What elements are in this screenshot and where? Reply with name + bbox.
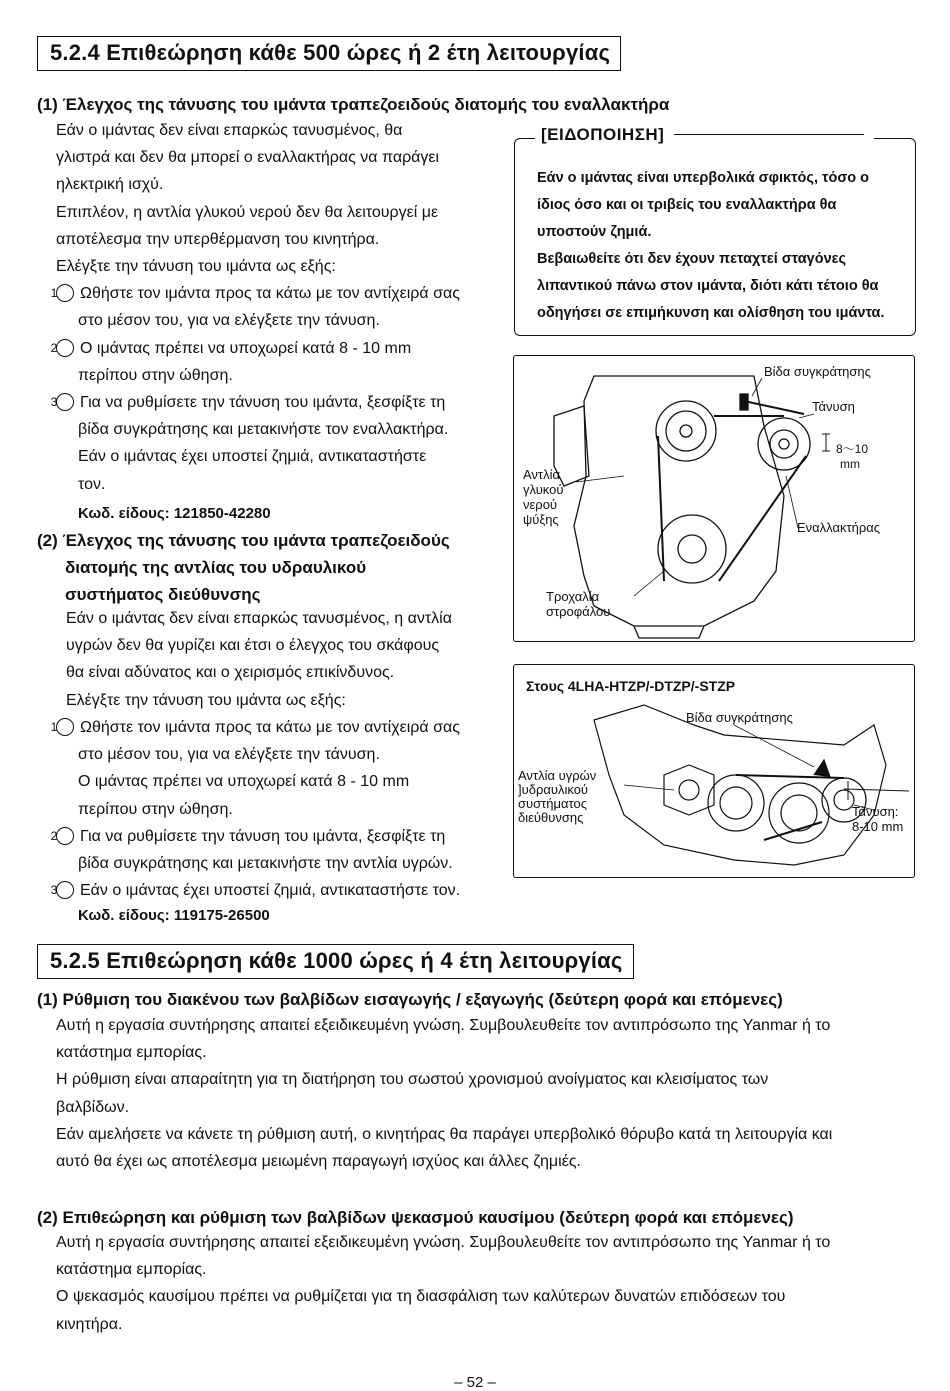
page-number: – 52 – xyxy=(454,1374,496,1391)
step-number-badge: 1 xyxy=(56,284,74,302)
label-pump: ψύξης xyxy=(523,512,559,527)
label-steering-pump: διεύθυνσης xyxy=(518,810,584,825)
notice-line: ίδιος όσο και οι τριβείς του εναλλακτήρα θα xyxy=(537,197,837,213)
body-line: κατάστημα εμπορίας. xyxy=(56,1044,207,1062)
label-alternator: Εναλλακτήρας xyxy=(797,520,881,535)
notice-box xyxy=(514,125,916,336)
subsection-heading-524-1: (1) Έλεγχος της τάνυσης του ιμάντα τραπεζοειδούς διατομής του εναλλακτήρα xyxy=(37,95,670,114)
label-crank-pulley: Τροχαλία xyxy=(546,589,600,604)
label-pump: Αντλία xyxy=(523,467,560,482)
label-tension-value: 8-10 mm xyxy=(852,819,904,834)
label-crank-pulley: στροφάλου xyxy=(546,604,611,619)
notice-line: Βεβαιωθείτε ότι δεν έχουν πεταχτεί σταγόνες xyxy=(537,251,847,267)
label-retaining-bolt: Βίδα συγκράτησης xyxy=(686,710,793,725)
step-line: Ο ιμάντας πρέπει να υποχωρεί κατά 8 - 10 mm xyxy=(78,773,410,791)
step-line: στο μέσον του, για να ελέγξετε την τάνυση. xyxy=(78,312,380,330)
body-line: κινητήρα. xyxy=(56,1315,123,1333)
notice-line: οδηγήσει σε επιμήκυνση και ολίσθηση του ιμάντα. xyxy=(537,305,885,321)
body-line: Ελέγξτε την τάνυση του ιμάντα ως εξής: xyxy=(66,691,346,709)
step-line: τον. xyxy=(78,475,106,493)
body-line: Η ρύθμιση είναι απαραίτητη για τη διατήρηση του σωστού χρονισμού ανοίγματος και κλεισίματος των xyxy=(56,1071,769,1089)
step-number-badge: 3 xyxy=(56,393,74,411)
notice-title-text: [ΕΙΔΟΠΟΙΗΣΗ] xyxy=(541,125,665,144)
label-steering-pump: ]υδραυλικού xyxy=(518,782,589,797)
label-dimension-value: 8～10 xyxy=(836,442,869,456)
label-dimension-unit: mm xyxy=(840,457,860,471)
body-line: κατάστημα εμπορίας. xyxy=(56,1261,207,1279)
step-line: Εάν ο ιμάντας έχει υποστεί ζημιά, αντικαταστήστε τον. xyxy=(80,882,461,900)
body-line: υγρών δεν θα γυρίζει και έτσι ο έλεγχος του σκάφους xyxy=(66,637,440,655)
body-line: Αυτή η εργασία συντήρησης απαιτεί εξειδικευμένη γνώση. Συμβουλευθείτε τον αντιπρόσωπο της Yanmar ή το xyxy=(56,1234,831,1251)
section-title-525: 5.2.5 Επιθεώρηση κάθε 1000 ώρες ή 4 έτη λειτουργίας xyxy=(37,944,634,979)
step-line: Για να ρυθμίσετε την τάνυση του ιμάντα, ξεσφίξτε τη xyxy=(80,394,446,412)
step-number-badge: 2 xyxy=(56,339,74,357)
body-line: Ο ψεκασμός καυσίμου πρέπει να ρυθμίζεται για τη διασφάλιση των καλύτερων δυνατών επιδόσεων του xyxy=(56,1288,786,1306)
label-steering-pump: Αντλία υγρών xyxy=(518,768,597,783)
step-line: βίδα συγκράτησης και μετακινήστε την αντλία υγρών. xyxy=(78,855,453,873)
step-line: Ωθήστε τον ιμάντα προς τα κάτω με τον αντίχειρά σας xyxy=(80,719,460,736)
step-line: βίδα συγκράτησης και μετακινήστε τον εναλλακτήρα. xyxy=(78,421,449,439)
step-line: Για να ρυθμίσετε την τάνυση του ιμάντα, ξεσφίξτε τη xyxy=(80,827,446,845)
step-line: στο μέσον του, για να ελέγξετε την τάνυση. xyxy=(78,746,380,764)
heading-line: συστήματος διεύθυνσης xyxy=(65,585,261,605)
subsection-heading-524-2 xyxy=(37,527,507,609)
steering-pump-belt-figure xyxy=(513,664,915,878)
subsection-body-525-1 xyxy=(56,1012,926,1175)
step-2 xyxy=(50,823,511,877)
step-2 xyxy=(50,335,506,389)
label-pump: νερού xyxy=(523,497,558,512)
body-line: Επιπλέον, η αντλία γλυκού νερού δεν θα λειτουργεί με xyxy=(56,203,439,221)
label-steering-pump: συστήματος xyxy=(518,796,587,811)
body-line: θα είναι αδύνατος και ο χειρισμός επικίνδυνος. xyxy=(66,664,395,682)
step-number-badge: 1 xyxy=(56,718,74,736)
step-1 xyxy=(50,280,506,334)
heading-line: (2) Έλεγχος της τάνυσης του ιμάντα τραπεζοειδούς xyxy=(37,531,450,550)
step-line: Εάν ο ιμάντας έχει υποστεί ζημιά, αντικαταστήστε xyxy=(78,448,427,466)
step-line: περίπου στην ώθηση. xyxy=(78,366,233,384)
notice-line: υποστούν ζημιά. xyxy=(537,224,652,240)
step-3 xyxy=(50,389,506,498)
alternator-belt-figure xyxy=(513,355,915,642)
label-tension: Τάνυση xyxy=(812,399,855,414)
section-title-524: 5.2.4 Επιθεώρηση κάθε 500 ώρες ή 2 έτη λειτουργίας xyxy=(37,36,621,71)
notice-title-rule xyxy=(674,134,864,135)
step-line: περίπου στην ώθηση. xyxy=(78,800,233,818)
notice-title xyxy=(535,125,874,145)
step-number-badge: 2 xyxy=(56,827,74,845)
body-line: Εάν αμελήσετε να κάνετε τη ρύθμιση αυτή, ο κινητήρας θα παράγει υπερβολικό θόρυβο κατά τη λειτουργία και xyxy=(56,1125,833,1143)
subsection-body-525-2 xyxy=(56,1229,926,1338)
notice-line: Εάν ο ιμάντας είναι υπερβολικά σφικτός, τόσο ο xyxy=(537,170,869,186)
label-retaining-bolt: Βίδα συγκράτησης xyxy=(764,364,871,379)
body-line: Αυτή η εργασία συντήρησης απαιτεί εξειδικευμένη γνώση. Συμβουλευθείτε τον αντιπρόσωπο της Yanmar ή το xyxy=(56,1017,831,1034)
notice-line: λιπαντικού πάνω στον ιμάντα, διότι κάτι τέτοιο θα xyxy=(537,278,879,294)
subsection-body-524-2 xyxy=(66,605,511,714)
body-line: αποτέλεσμα την υπερθέρμανση του κινητήρα. xyxy=(56,230,380,248)
label-tension: Τάνυση: xyxy=(852,804,899,819)
step-1 xyxy=(50,714,511,823)
figure-title: Στους 4LHA-HTZP/-DTZP/-STZP xyxy=(526,678,736,694)
subsection-body-524-1 xyxy=(50,117,506,527)
step-3 xyxy=(50,877,511,904)
subsection-heading-525-2: (2) Επιθεώρηση και ρύθμιση των βαλβίδων ψεκασμού καυσίμου (δεύτερη φορά και επόμενες) xyxy=(37,1208,794,1227)
step-number-badge: 3 xyxy=(56,881,74,899)
notice-body xyxy=(537,165,907,327)
body-line: ηλεκτρική ισχύ. xyxy=(56,176,164,194)
heading-line: διατομής της αντλίας του υδραυλικού xyxy=(65,558,367,578)
step-line: Ωθήστε τον ιμάντα προς τα κάτω με τον αντίχειρά σας xyxy=(80,285,460,303)
step-line: Ο ιμάντας πρέπει να υποχωρεί κατά 8 - 10 mm xyxy=(80,339,412,357)
part-code: Κωδ. είδους: 121850-42280 xyxy=(78,504,271,522)
body-line: βαλβίδων. xyxy=(56,1098,130,1116)
body-line: Εάν ο ιμάντας δεν είναι επαρκώς τανυσμένος, θα xyxy=(56,122,403,139)
part-code: Κωδ. είδους: 119175-26500 xyxy=(78,907,270,925)
body-line: Εάν ο ιμάντας δεν είναι επαρκώς τανυσμένος, η αντλία xyxy=(66,610,452,627)
body-line: Ελέγξτε την τάνυση του ιμάντα ως εξής: xyxy=(56,258,336,276)
body-line: αυτό θα έχει ως αποτέλεσμα μειωμένη παραγωγή ισχύος και άλλες ζημιές. xyxy=(56,1153,581,1171)
steps-524-2 xyxy=(50,714,511,930)
subsection-heading-525-1: (1) Ρύθμιση του διακένου των βαλβίδων εισαγωγής / εξαγωγής (δεύτερη φορά και επόμενες) xyxy=(37,990,783,1009)
body-line: γλιστρά και δεν θα μπορεί ο εναλλακτήρας να παράγει xyxy=(56,149,440,167)
label-pump: γλυκού xyxy=(523,482,564,497)
